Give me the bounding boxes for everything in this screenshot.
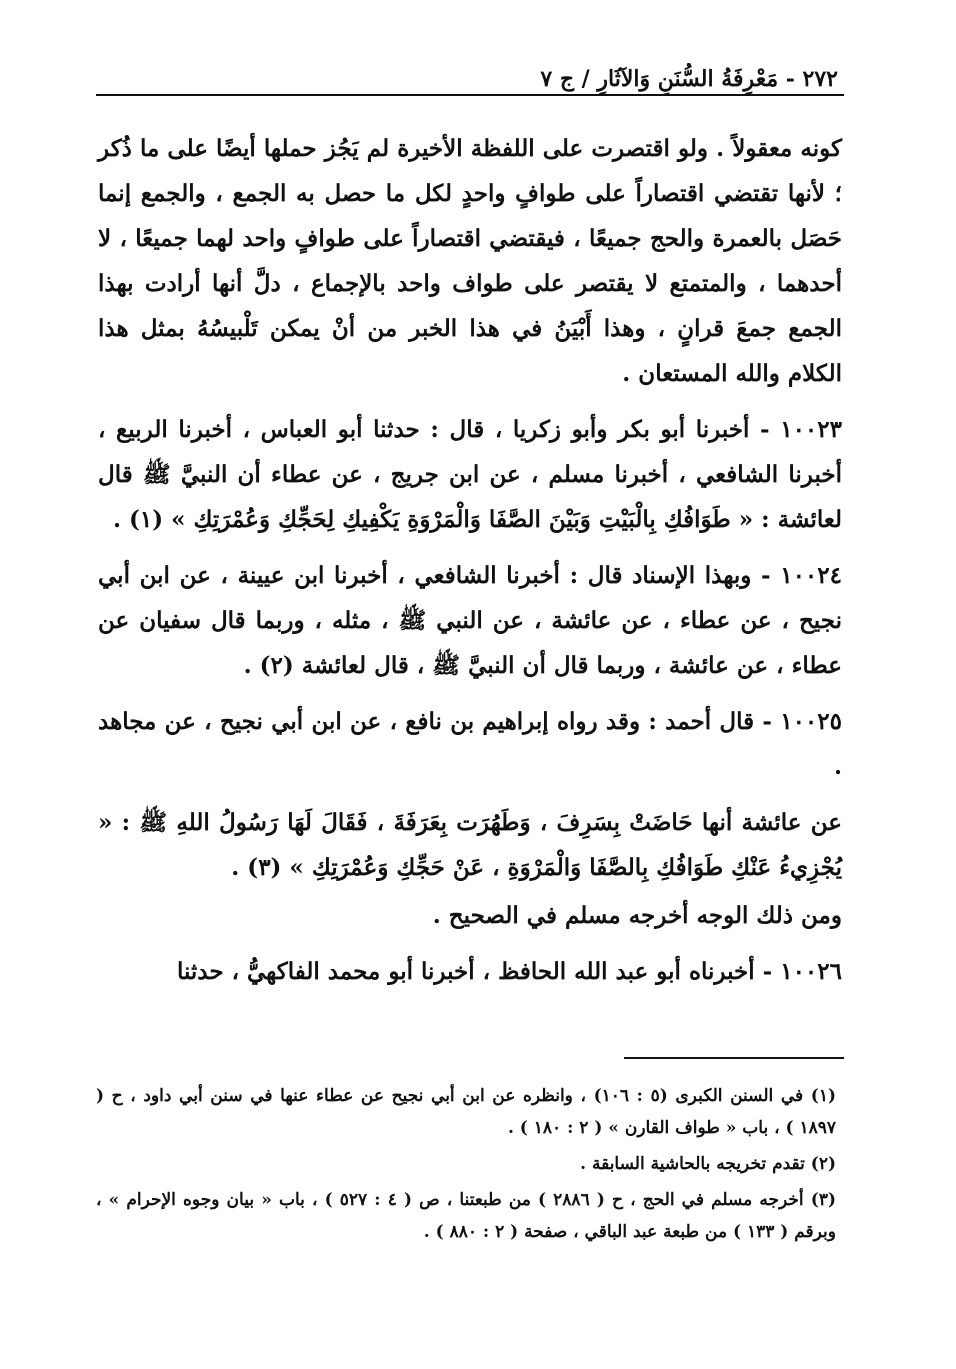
main-text	[98, 126, 842, 994]
footnote-3: (٣) أخرجه مسلم في الحج ، ح ( ٢٨٨٦ ) من طبعتنا ، ص ( ٤ : ٥٢٧ ) ، باب « بيان وجوه الإحرام » ، وبرقم ( ١٣٣ ) من طبعة عبد الباقي ، صفحة ( ٢ : ٨٨٠ ) .	[96, 1190, 836, 1242]
hadith-10026: ١٠٠٢٦ - أخبرناه أبو عبد الله الحافظ ، أخبرنا أبو محمد الفاكهيُّ ، حدثنا	[176, 958, 842, 985]
hadith-10023: ١٠٠٢٣ - أخبرنا أبو بكر وأبو زكريا ، قال : حدثنا أبو العباس ، أخبرنا الربيع ، أخبرنا الشافعي ، أخبرنا مسلم ، عن ابن جريج ، عن عطاء أن النبيَّ ﷺ قال لعائشة : « طَوَافُكِ بِالْبَيْتِ وَبَيْنَ الصَّفَا وَالْمَرْوَةِ يَكْفِيكِ لِحَجِّكِ وَعُمْرَتِكِ » (١) .	[98, 416, 842, 533]
footnote-2: (٢) تقدم تخريجه بالحاشية السابقة .	[580, 1154, 836, 1174]
footnote-rule	[624, 1057, 844, 1059]
header-rule	[96, 94, 844, 96]
footnote-1: (١) في السنن الكبرى (٥ : ١٠٦) ، وانظره عن ابن أبي نجيح عن عطاء عنها في سنن أبي داود ، ح ( ١٨٩٧ ) ، باب « طواف القارن » ( ٢ : ١٨٠ ) .	[96, 1086, 836, 1138]
hadith-text: عن عائشة أنها حَاضَتْ بِسَرِفَ ، وَطَهُرَت بِعَرَفَةَ ، فَقَالَ لَهَا رَسُولُ اللهِ ﷺ : « يُجْزِيءُ عَنْكِ طَوَافُكِ بِالصَّفَا وَالْمَرْوَةِ ، عَنْ حَجِّكِ وَعُمْرَتِكِ » (٣) .	[98, 809, 842, 881]
paragraph: كونه معقولاً . ولو اقتصرت على اللفظة الأخيرة لم يَجُز حملها أيضًا على ما ذُكر ؛ لأنها تقتضي اقتصاراً على طوافٍ واحدٍ لكل ما حصل به الجمع ، والجمع إنما حَصَل بالعمرة والحج جميعًا ، فيقتضي اقتصاراً على طوافٍ واحد لهما جميعًا ، لا أحدهما ، والمتمتع لا يقتصر على طواف واحد بالإجماع ، دلَّ أنها أرادت بهذا الجمع جمعَ قرانٍ ، وهذا أَبْيَنُ في هذا الخبر من أنْ يمكن تَلْبيسُهُ بمثل هذا الكلام والله المستعان .	[98, 135, 842, 387]
hadith-10025: ١٠٠٢٥ - قال أحمد : وقد رواه إبراهيم بن نافع ، عن ابن أبي نجيح ، عن مجاهد .	[98, 708, 842, 780]
running-head: ٢٧٢ - مَعْرِفَةُ السُّنَنِ وَالآثَارِ / ج ٧	[540, 66, 838, 92]
hadith-10024: ١٠٠٢٤ - وبهذا الإسناد قال : أخبرنا الشافعي ، أخبرنا ابن عيينة ، عن ابن أبي نجيح ، عن عطاء ، عن عائشة ، عن النبي ﷺ ، مثله ، وربما قال سفيان عن عطاء ، عن عائشة ، وربما قال أن النبيَّ ﷺ ، قال لعائشة (٢) .	[98, 562, 842, 679]
footnotes	[96, 1080, 836, 1248]
paragraph: ومن ذلك الوجه أخرجه مسلم في الصحيح .	[432, 902, 842, 929]
